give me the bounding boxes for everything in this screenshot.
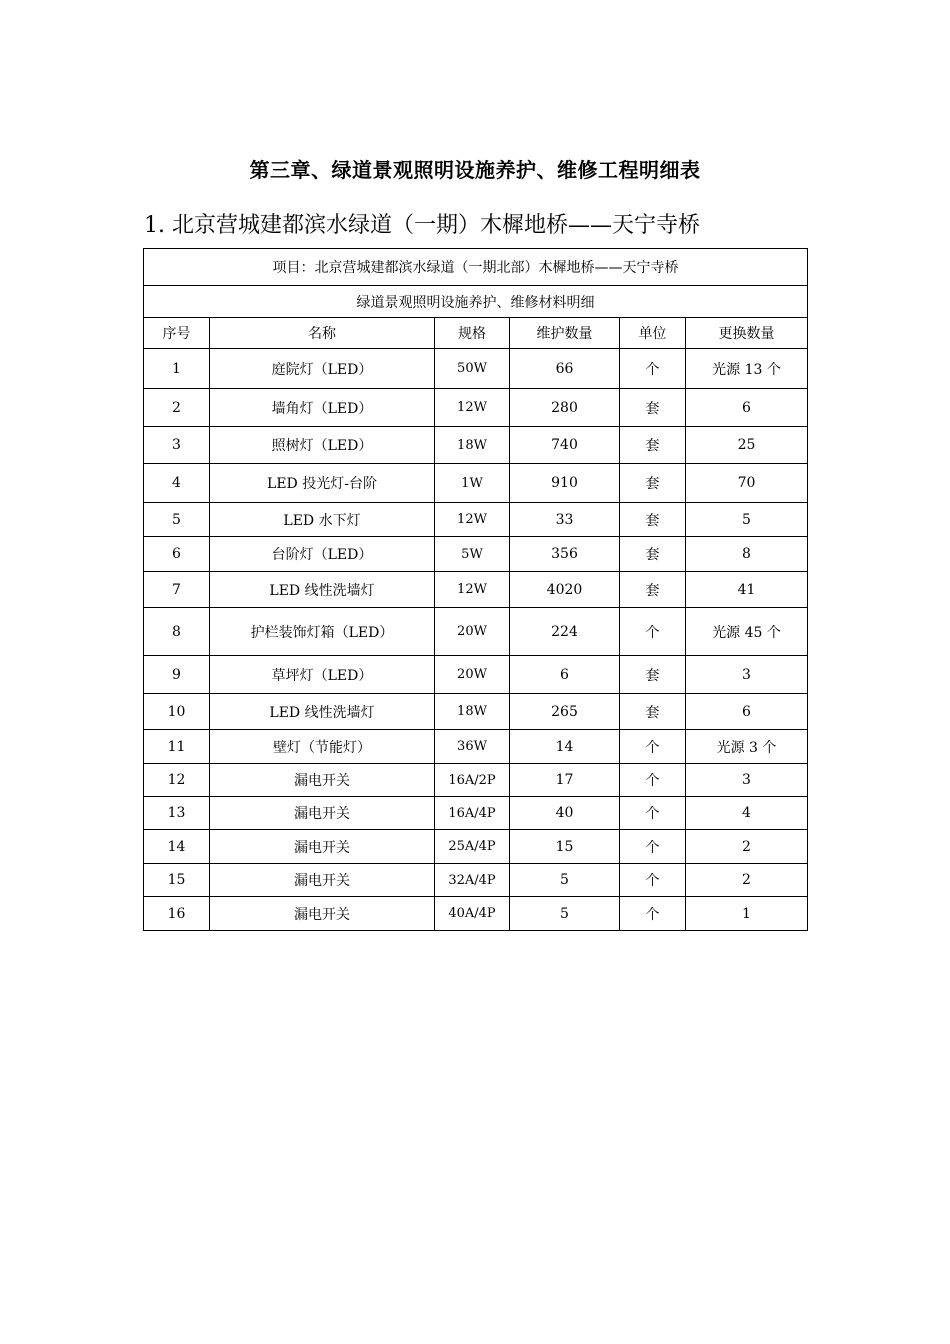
cell-unit: 个 bbox=[620, 349, 686, 389]
cell-unit: 个 bbox=[620, 730, 686, 764]
cell-replace-qty: 41 bbox=[686, 572, 808, 608]
cell-maint-qty: 265 bbox=[510, 694, 620, 730]
cell-name: 台阶灯（LED） bbox=[210, 537, 435, 572]
cell-name: 漏电开关 bbox=[210, 797, 435, 830]
cell-replace-qty: 1 bbox=[686, 897, 808, 931]
table-body bbox=[144, 349, 808, 931]
table-row bbox=[144, 694, 808, 730]
cell-spec: 16A/4P bbox=[435, 797, 510, 830]
cell-spec: 12W bbox=[435, 572, 510, 608]
cell-seq: 15 bbox=[144, 864, 210, 897]
cell-replace-qty: 2 bbox=[686, 830, 808, 864]
table-row bbox=[144, 608, 808, 656]
table-row bbox=[144, 503, 808, 537]
cell-spec: 18W bbox=[435, 427, 510, 464]
cell-spec: 40A/4P bbox=[435, 897, 510, 931]
maintenance-detail-table bbox=[143, 248, 808, 931]
header-name: 名称 bbox=[210, 318, 435, 349]
cell-maint-qty: 356 bbox=[510, 537, 620, 572]
cell-name: 漏电开关 bbox=[210, 864, 435, 897]
cell-replace-qty: 25 bbox=[686, 427, 808, 464]
cell-unit: 套 bbox=[620, 427, 686, 464]
cell-maint-qty: 66 bbox=[510, 349, 620, 389]
header-spec: 规格 bbox=[435, 318, 510, 349]
table-row bbox=[144, 572, 808, 608]
cell-unit: 个 bbox=[620, 797, 686, 830]
cell-spec: 5W bbox=[435, 537, 510, 572]
cell-name: 漏电开关 bbox=[210, 830, 435, 864]
cell-name: LED 线性洗墙灯 bbox=[210, 694, 435, 730]
cell-unit: 套 bbox=[620, 389, 686, 427]
cell-spec: 20W bbox=[435, 608, 510, 656]
cell-name: 护栏装饰灯箱（LED） bbox=[210, 608, 435, 656]
cell-name: 庭院灯（LED） bbox=[210, 349, 435, 389]
cell-name: 漏电开关 bbox=[210, 897, 435, 931]
cell-unit: 套 bbox=[620, 464, 686, 503]
cell-replace-qty: 8 bbox=[686, 537, 808, 572]
cell-name: 草坪灯（LED） bbox=[210, 656, 435, 694]
cell-unit: 套 bbox=[620, 694, 686, 730]
table-row bbox=[144, 389, 808, 427]
cell-maint-qty: 5 bbox=[510, 897, 620, 931]
cell-seq: 16 bbox=[144, 897, 210, 931]
table-row bbox=[144, 427, 808, 464]
cell-maint-qty: 40 bbox=[510, 797, 620, 830]
cell-replace-qty: 6 bbox=[686, 694, 808, 730]
cell-spec: 12W bbox=[435, 503, 510, 537]
cell-maint-qty: 224 bbox=[510, 608, 620, 656]
cell-replace-qty: 光源 45 个 bbox=[686, 608, 808, 656]
cell-seq: 12 bbox=[144, 764, 210, 797]
cell-maint-qty: 910 bbox=[510, 464, 620, 503]
cell-maint-qty: 4020 bbox=[510, 572, 620, 608]
project-row: 项目：北京营城建都滨水绿道（一期北部）木樨地桥——天宁寺桥 bbox=[144, 249, 808, 286]
cell-seq: 11 bbox=[144, 730, 210, 764]
table-row bbox=[144, 349, 808, 389]
cell-spec: 50W bbox=[435, 349, 510, 389]
cell-unit: 套 bbox=[620, 537, 686, 572]
table-row bbox=[144, 464, 808, 503]
header-row bbox=[144, 318, 808, 349]
cell-seq: 6 bbox=[144, 537, 210, 572]
cell-spec: 12W bbox=[435, 389, 510, 427]
cell-name: LED 线性洗墙灯 bbox=[210, 572, 435, 608]
header-unit: 单位 bbox=[620, 318, 686, 349]
cell-replace-qty: 5 bbox=[686, 503, 808, 537]
cell-spec: 18W bbox=[435, 694, 510, 730]
cell-spec: 1W bbox=[435, 464, 510, 503]
cell-unit: 个 bbox=[620, 830, 686, 864]
cell-replace-qty: 4 bbox=[686, 797, 808, 830]
cell-seq: 5 bbox=[144, 503, 210, 537]
cell-name: LED 水下灯 bbox=[210, 503, 435, 537]
cell-maint-qty: 6 bbox=[510, 656, 620, 694]
cell-name: LED 投光灯-台阶 bbox=[210, 464, 435, 503]
cell-name: 壁灯（节能灯） bbox=[210, 730, 435, 764]
subtitle-row: 绿道景观照明设施养护、维修材料明细 bbox=[144, 286, 808, 318]
table-row bbox=[144, 537, 808, 572]
cell-name: 照树灯（LED） bbox=[210, 427, 435, 464]
cell-unit: 个 bbox=[620, 897, 686, 931]
section-title: 1. 北京营城建都滨水绿道（一期）木樨地桥——天宁寺桥 bbox=[144, 213, 700, 238]
cell-maint-qty: 15 bbox=[510, 830, 620, 864]
cell-maint-qty: 280 bbox=[510, 389, 620, 427]
cell-maint-qty: 17 bbox=[510, 764, 620, 797]
cell-spec: 36W bbox=[435, 730, 510, 764]
cell-name: 墙角灯（LED） bbox=[210, 389, 435, 427]
table-row bbox=[144, 730, 808, 764]
cell-seq: 8 bbox=[144, 608, 210, 656]
cell-unit: 套 bbox=[620, 656, 686, 694]
cell-seq: 10 bbox=[144, 694, 210, 730]
cell-spec: 25A/4P bbox=[435, 830, 510, 864]
cell-seq: 7 bbox=[144, 572, 210, 608]
cell-seq: 9 bbox=[144, 656, 210, 694]
cell-maint-qty: 740 bbox=[510, 427, 620, 464]
table-row bbox=[144, 797, 808, 830]
cell-replace-qty: 70 bbox=[686, 464, 808, 503]
table-row bbox=[144, 656, 808, 694]
cell-unit: 个 bbox=[620, 864, 686, 897]
cell-replace-qty: 光源 13 个 bbox=[686, 349, 808, 389]
table-row bbox=[144, 897, 808, 931]
table-row bbox=[144, 830, 808, 864]
cell-spec: 32A/4P bbox=[435, 864, 510, 897]
cell-spec: 16A/2P bbox=[435, 764, 510, 797]
table-row bbox=[144, 864, 808, 897]
cell-unit: 套 bbox=[620, 503, 686, 537]
header-seq: 序号 bbox=[144, 318, 210, 349]
cell-unit: 套 bbox=[620, 572, 686, 608]
cell-maint-qty: 14 bbox=[510, 730, 620, 764]
cell-replace-qty: 6 bbox=[686, 389, 808, 427]
cell-seq: 4 bbox=[144, 464, 210, 503]
header-replace-qty: 更换数量 bbox=[686, 318, 808, 349]
cell-seq: 13 bbox=[144, 797, 210, 830]
cell-spec: 20W bbox=[435, 656, 510, 694]
cell-replace-qty: 3 bbox=[686, 656, 808, 694]
cell-replace-qty: 光源 3 个 bbox=[686, 730, 808, 764]
table-row bbox=[144, 764, 808, 797]
header-maint-qty: 维护数量 bbox=[510, 318, 620, 349]
cell-replace-qty: 3 bbox=[686, 764, 808, 797]
cell-seq: 2 bbox=[144, 389, 210, 427]
cell-unit: 个 bbox=[620, 764, 686, 797]
cell-name: 漏电开关 bbox=[210, 764, 435, 797]
cell-replace-qty: 2 bbox=[686, 864, 808, 897]
cell-unit: 个 bbox=[620, 608, 686, 656]
cell-maint-qty: 33 bbox=[510, 503, 620, 537]
chapter-title: 第三章、绿道景观照明设施养护、维修工程明细表 bbox=[249, 158, 701, 182]
cell-maint-qty: 5 bbox=[510, 864, 620, 897]
cell-seq: 3 bbox=[144, 427, 210, 464]
cell-seq: 14 bbox=[144, 830, 210, 864]
cell-seq: 1 bbox=[144, 349, 210, 389]
